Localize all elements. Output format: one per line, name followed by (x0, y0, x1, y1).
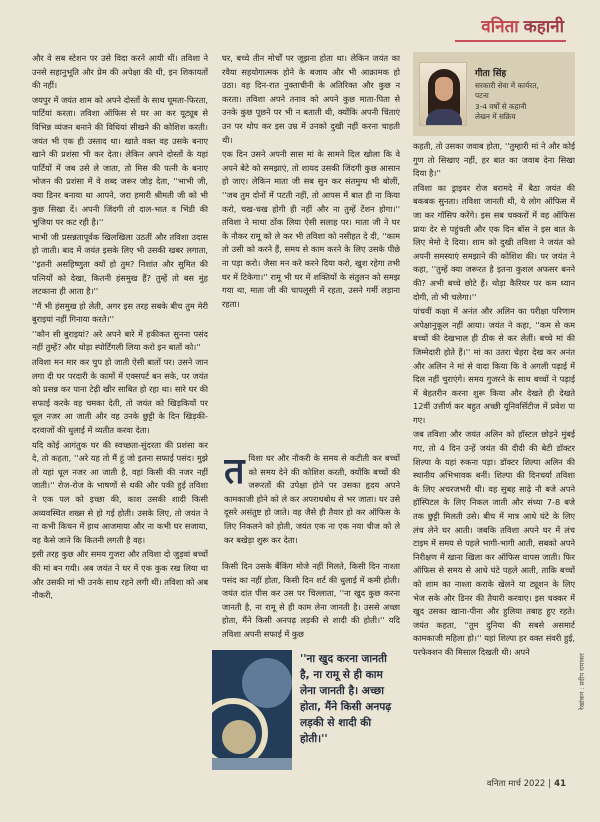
paragraph: एक दिन उसने अपनी सास मां के सामने दिल खोला कि वे अपने बेटे को समझाएं, तो शायद उसकी जिंदगी कुछ आसान हो जाए। लेकिन माता जी सब सुन कर संतमुग्ध भी बोलीं, ''जब तुम दोनों में पटती नहीं, तो आपस में बात ही ना किया करो, चख-चख होगी ही नहीं और ना तुम्हें टेंशन होगा।'' तविशा ने माथा ठोंक लिया ऐसी सलाह पर। माता जी ने घर के नौकर रामू को ले कर भी तविशा को नसीहत दे दी, ''काम तो उसी को करने हैं, समय से काम करने के लिए उसके पीछे ना पड़ा करो। जैसा मन करे करने दिया करो, खुश रहेगा तभी घर में टिकेगा।'' रामू भी घर में शक्तियों के संतुलन को समझ गया था, माता जी की चापलूसी में रहता, उसने गर्मी लड़ाना रहता। (222, 149, 400, 309)
illustration-credit (577, 560, 587, 740)
illustration-shape (212, 758, 292, 770)
illustration-shape (242, 658, 292, 708)
story-illustration (212, 650, 292, 770)
paragraph: घर, बच्चे तीन मोर्चों पर जूझना होता था। लेकिन जयंत का रवैया सहयोगात्मक होने के बजाय और भी आक्रामक हो उठा। वह दिन-रात नुक्ताचीनी के अतिरिक्त और कुछ न करता। तविशा अपने तनाव को अपने कुछ माता-पिता से उनके कुछ पूछने पर भी न बताती थी, क्योंकि अपनी चिंताएं उन पर थोप कर इस उम्र में उनको दुखी नहीं करना चाहती थी। (222, 53, 400, 145)
intro-paragraph (224, 452, 400, 556)
column-1 (32, 52, 208, 797)
author-experience: 3-4 वर्षों से कहानी (475, 101, 527, 111)
footer-magazine: वनिता मार्च 2022 (486, 779, 546, 789)
paragraph: किसी दिन उसके बैंकिंग मोजे नहीं मिलते, किसी दिन नाश्ता पसंद का नहीं होता, किसी दिन शर्ट की धुलाई में कमी होती। जयंत दांत पीस कर उस पर चिल्लाता, ''ना खुद कुछ करना जानती है, ना रामू से ही काम लेना जानती है। उससे अच्छा होता, मैंने किसी अनपढ़ लड़की से शादी की होती।'' यदि तविशा अपनी सफाई में कुछ (222, 561, 400, 639)
paragraph: तविशा मन मार कर चुप हो जाती ऐसी बातों पर। उसने जान लगा दी घर परदारी के कामों में एक्सपर्ट बन सके, पर जयंत को प्रसन्न कर पाना टेढ़ी खीर साबित हो रहा था। सारे घर की सफाई करके वह चमका देती, तो जयंत को खिड़कियों पर धूल नजर आ जाती और वह उनके छुट्टी के दिन खिड़की-दरवाजों की धुलाई में व्यतीत करवा देता। (32, 357, 208, 436)
pull-quote-text: ''ना खुद करना जानती है, ना रामू से ही काम लेना जानती है। अच्छा होता, मैंने किसी अनपढ़ लड़की से शादी की होती।'' (300, 653, 392, 745)
drop-cap: त (224, 452, 245, 492)
illustration-shape (222, 720, 256, 754)
magazine-brand: वनिता (481, 17, 519, 37)
column-2-bottom (222, 560, 400, 644)
paragraph: जब तविशा और जयंत अलिन को हॉस्टल छोड़ने मुंबई गए, तो 4 दिन उन्हें जयंत की दीदी की बेटी डॉक्टर शिल्पा के यहां रुकना पड़ा। डॉक्टर शिल्पा अलिन की स्थानीय अभिभावक बनीं। शिल्पा की दिनचर्या तविशा के लिए अचरजभरी थी। वह सुबह साढ़े नौ बजे अपने हॉस्पिटल के लिए निकल जाती और संध्या 7-8 बजे तक छुट्टी मिलती उसे। बीच में मात्र आधे घंटे के लिए लंच लेने घर आती। जबकि तविशा अपने घर में लंच टाइम में समय से पहले भागी-भागी आती, सबको अपने निरीक्षण में खाना खिला कर ऑफिस वापस जाती। फिर ऑफिस से समय से आधे घंटे पहले आती, ताकि बच्चों को शाम का नाश्ता कराके खेलने या ट्यूशन के लिए भेज सके और डिनर की तैयारी करवाए। इस चक्कर में खुद उसका खाना-पीना और हुलिया तबाह हुए रहते। जयंत कहता, ''तुम दुनिया की सबसे असमार्ट कामकाजी महिला हो।'' यहां शिल्पा हर वक्त संवरी हुई, परफेक्शन की मिसाल दिखती थी। अपने (413, 429, 575, 657)
paragraph: इसी तरह कुछ और समय गुजरा और तविशा दो जुड़वां बच्चों की मां बन गयी। अब जयंत ने घर में एक कुक रख लिया था और उसकी मां भी उनके साथ रहने लगी थीं। तविशा को अब नौकरी, (32, 549, 208, 601)
author-box (413, 52, 575, 136)
column-2-top (222, 52, 400, 447)
author-photo (419, 62, 467, 126)
paragraph: यदि कोई आगंतुक घर की स्वच्छता-सुंदरता की प्रशंसा कर दे, तो कहता, ''अरे यह तो मैं हूं जो इतना सफाई पसंद। मुझे तो यहां धूल नजर आ जाती है, वहां किसी की नजर नहीं जाती।'' रोज-रोज के भाषणों से थकी और पकी हुई तविशा ने एक पल को इच्छा की, काश उसकी शादी किसी अव्यवस्थित शख्स से हो गई होती। उसके लिए, तो जयंत ने ना कभी किचन में हाथ आजमाया और ना कभी घर सजाया, वह कैसे जाने कि कितनी लगती है वह। (32, 439, 208, 545)
author-city: पटना (475, 91, 489, 100)
paragraph: कहती, तो उसका जवाब होता, ''तुम्हारी मां ने और कोई गुण तो सिखाए नहीं, हर बात का जवाब देना सिखा दिया है।'' (413, 141, 575, 179)
author-role: सरकारी सेवा में कार्यरत, (475, 80, 539, 90)
paragraph: और वे सब स्टेशन पर उसे विदा करने आयी थीं। तविशा ने उनसे सहानुभूति और प्रेम की अपेक्षा की थी, इन शिकायतों की नहीं। (32, 53, 208, 91)
page-number: 41 (554, 779, 566, 789)
author-info (475, 66, 569, 123)
paragraph: पांचवीं कक्षा में अनंत और अलिन का परीक्षा परिणाम अपेक्षानुकूल नहीं आया। जयंत ने कहा, ''कम से कम बच्चों की देखभाल ही ठीक से कर लेतीं। बच्चे मां की जिम्मेदारी होते हैं।'' मां का उतरा चेहरा देख कर अनंत और अलिन ने मां से वादा किया कि वे अगली पढ़ाई में दिल नहीं चुराएंगे। समय गुजरने के साथ बच्चों ने पढ़ाई में बेहतरीन करना शुरू किया और देखते ही देखते 12वीं उत्तीर्ण कर बहुत अच्छी यूनिवर्सिटीज में प्रवेश पा गए। (413, 306, 575, 425)
paragraph: तविशा का ड्राइवर रोज बरामदे में बैठा जयंत की बकबक सुनता। तविशा जानती थी, ये लोग ऑफिस में जा कर गॉसिप करेंगे। इस सब चक्करों में वह ऑफिस प्रायः देर से पहुंचती और एक दिन बॉस ने इस बात के लिए मेमो दे दिया। शाम को दुखी तविशा ने जयंत को अपनी समस्याएं समझाने की कोशिश की। पर जयंत ने कहा, ''तुम्हें क्या जरूरत है इतना कुशल अफसर बनने की? अभी बच्चे छोटे हैं। थोड़ा कैरियर पर कम ध्यान दोगी, तो भी चलेगा।'' (413, 182, 575, 302)
magazine-header (455, 12, 566, 42)
author-name: गीता सिंह (475, 68, 507, 79)
intro-text: विशा घर और नौकरी के समय से कटीती कर बच्चों को समय देने की कोशिश करती, क्योंकि बच्चों की जरूरतों की उपेक्षा होने पर उसका हृदय अपने कामकाजी होने को ले कर अपराधबोध से भर जाता। घर उसे दूसरे असंतुष्ट हो जाते। वह जैसे ही तैयार हो कर ऑफिस के लिए निकलने को होती, जयंत एक ना एक नया चीज को ले कर बखेड़ा शुरू कर देता। (224, 453, 400, 545)
paragraph: ''कौन सी बुराइयां? अरे अपने बारे में हकीकत सुनना पसंद नहीं तुम्हें? और थोड़ा स्पोर्टिंगली लिया करो इन बातों को।'' (32, 328, 208, 353)
section-title: कहानी (523, 17, 564, 37)
pull-quote (300, 651, 400, 771)
page-footer: वनिता मार्च 2022 | 41 (486, 779, 566, 789)
paragraph: भाभी जी प्रसन्नतापूर्वक खिलखिला उठतीं और तविशा उदास हो जाती। बाद में जयंत इसके लिए भी उसकी खबर लगाता, ''इतनी असहिष्णुता क्यों हो तुम? निशांत और सुमित की पत्नियों को देखा, कितनी हंसमुख हैं? तुम्हें तो बस मुंह लटकाना ही आता है।'' (32, 231, 208, 297)
author-activity: लेखन में सक्रिय (475, 112, 516, 121)
illustration-credit-text: रेखांकन : प्रदीप रामाकर (578, 653, 586, 710)
column-3 (413, 140, 575, 772)
paragraph: ''मैं भी हंसमुख हो लेती, अगर इस तरह सबके बीच तुम मेरी बुराइयां नहीं गिनाया करते।'' (32, 300, 208, 325)
paragraph: जयपुर में जयंत शाम को अपने दोस्तों के साथ घूमता-फिरता, पार्टियां करता। तविशा ऑफिस से घर आ कर यूट्यूब से विभिन्न व्यंजन बनाने की विधियां सीखने की कोशिश करती। जयंत भी एक ही उस्ताद था। खाते वक्त वह उसके बनाए खाने की प्रशंसा भी कर देता। लेकिन अपने दोस्तों के यहां पार्टियों में जब उसे ले जाता, तो मिस की पत्नी के बनाए भोजन की प्रशंसा में वे शब्द जरूर जोड़ देता, ''भाभी जी, क्या डिनर बनाया था आपने, जरा हमारी श्रीमती जी को भी कुछ सिखा दें। अपनी जिंदगी तो दाल-भात व भिंडी की भुजिया पर कट रही है।'' (32, 94, 208, 228)
